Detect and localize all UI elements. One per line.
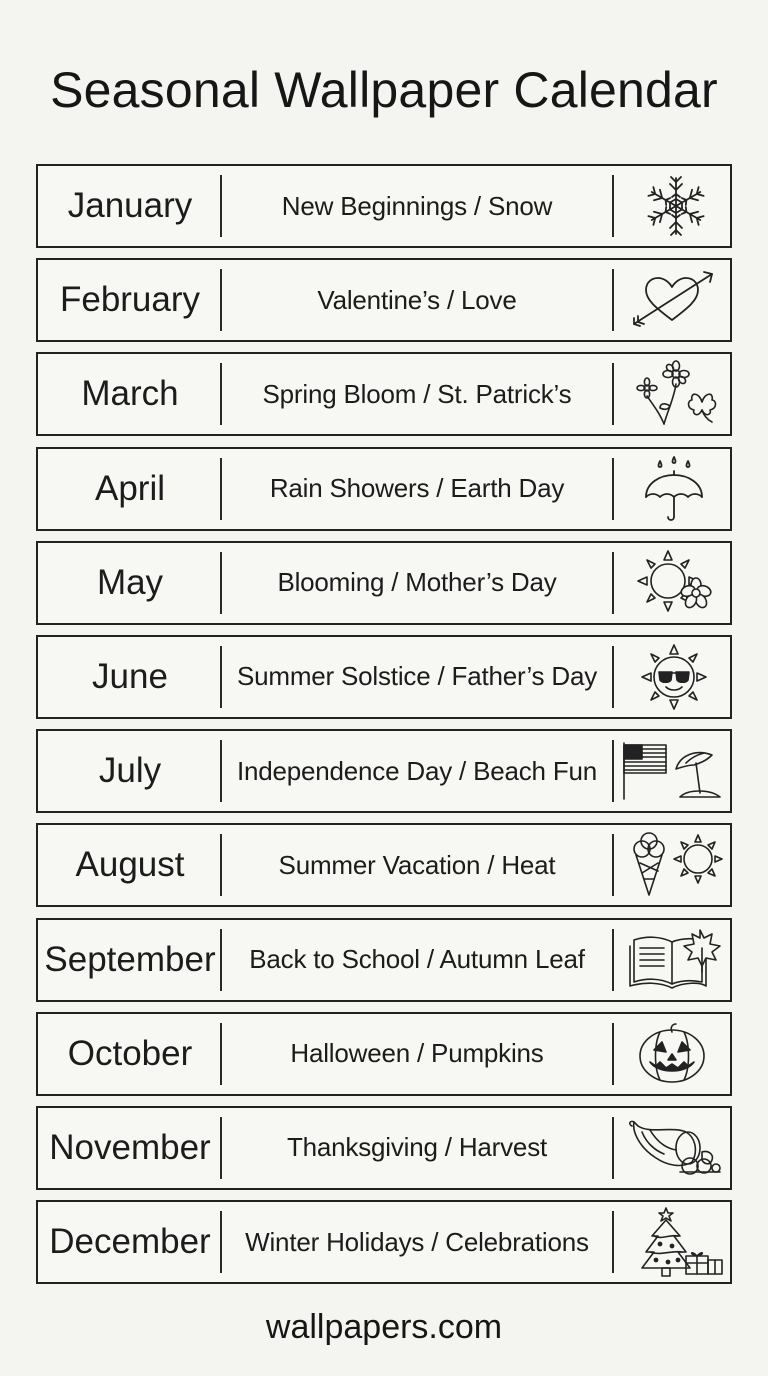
month-theme: Winter Holidays / Celebrations <box>245 1226 589 1257</box>
month-label: February <box>59 280 201 320</box>
divider <box>612 269 614 331</box>
month-theme: Summer Solstice / Father’s Day <box>236 661 598 692</box>
month-label: April <box>94 468 166 508</box>
snowflake-icon <box>616 170 728 242</box>
month-theme: Thanksgiving / Harvest <box>286 1132 548 1163</box>
cornucopia-icon <box>616 1112 728 1184</box>
month-row-june <box>36 635 732 719</box>
month-theme: Rain Showers / Earth Day <box>269 473 565 504</box>
divider <box>612 834 614 896</box>
sun-flower-icon <box>616 547 728 619</box>
site-footer[interactable]: wallpapers.com <box>265 1308 503 1346</box>
month-label: November <box>49 1127 211 1167</box>
month-label: January <box>67 186 193 225</box>
month-label: October <box>67 1033 193 1073</box>
divider <box>612 1023 614 1085</box>
month-label: August <box>75 845 185 885</box>
month-label: December <box>49 1222 211 1262</box>
heart-arrow-icon <box>616 264 728 336</box>
umbrella-rain-icon <box>616 453 728 525</box>
month-row-october <box>36 1012 732 1096</box>
month-row-february <box>36 258 732 342</box>
month-theme: Halloween / Pumpkins <box>290 1038 544 1069</box>
month-row-july <box>36 729 732 813</box>
month-row-january <box>36 164 732 248</box>
jack-o-lantern-icon <box>616 1018 728 1090</box>
page-title: Seasonal Wallpaper Calendar <box>50 62 718 118</box>
divider <box>612 1211 614 1273</box>
month-theme: Spring Bloom / St. Patrick’s <box>262 378 572 409</box>
month-label: June <box>92 656 168 696</box>
month-theme: New Beginnings / Snow <box>281 190 553 221</box>
month-row-december <box>36 1200 732 1284</box>
book-leaf-icon <box>616 924 728 996</box>
month-row-september <box>36 918 732 1002</box>
month-theme: Independence Day / Beach Fun <box>236 755 598 786</box>
month-label: May <box>96 562 164 602</box>
month-label: September <box>44 939 216 979</box>
month-theme: Summer Vacation / Heat <box>278 849 556 880</box>
divider <box>612 1117 614 1179</box>
divider <box>612 646 614 708</box>
divider <box>612 175 614 237</box>
divider <box>612 740 614 802</box>
month-theme: Blooming / Mother’s Day <box>277 567 557 598</box>
month-label: March <box>81 374 179 414</box>
divider <box>612 458 614 520</box>
month-theme: Back to School / Autumn Leaf <box>249 944 585 974</box>
ice-cream-sun-icon <box>616 829 728 901</box>
divider <box>612 929 614 991</box>
tree-gift-icon <box>616 1206 728 1278</box>
divider <box>612 363 614 425</box>
divider <box>612 552 614 614</box>
month-theme: Valentine’s / Love <box>317 284 517 315</box>
month-row-november <box>36 1106 732 1190</box>
flag-beach-umbrella-icon <box>616 735 728 807</box>
month-row-may <box>36 541 732 625</box>
month-row-august <box>36 823 732 907</box>
month-row-march <box>36 352 732 436</box>
sun-sunglasses-icon <box>616 641 728 713</box>
month-label: July <box>98 751 162 791</box>
month-row-april <box>36 447 732 531</box>
calendar-list <box>36 164 732 1294</box>
flowers-clover-icon <box>616 358 728 430</box>
